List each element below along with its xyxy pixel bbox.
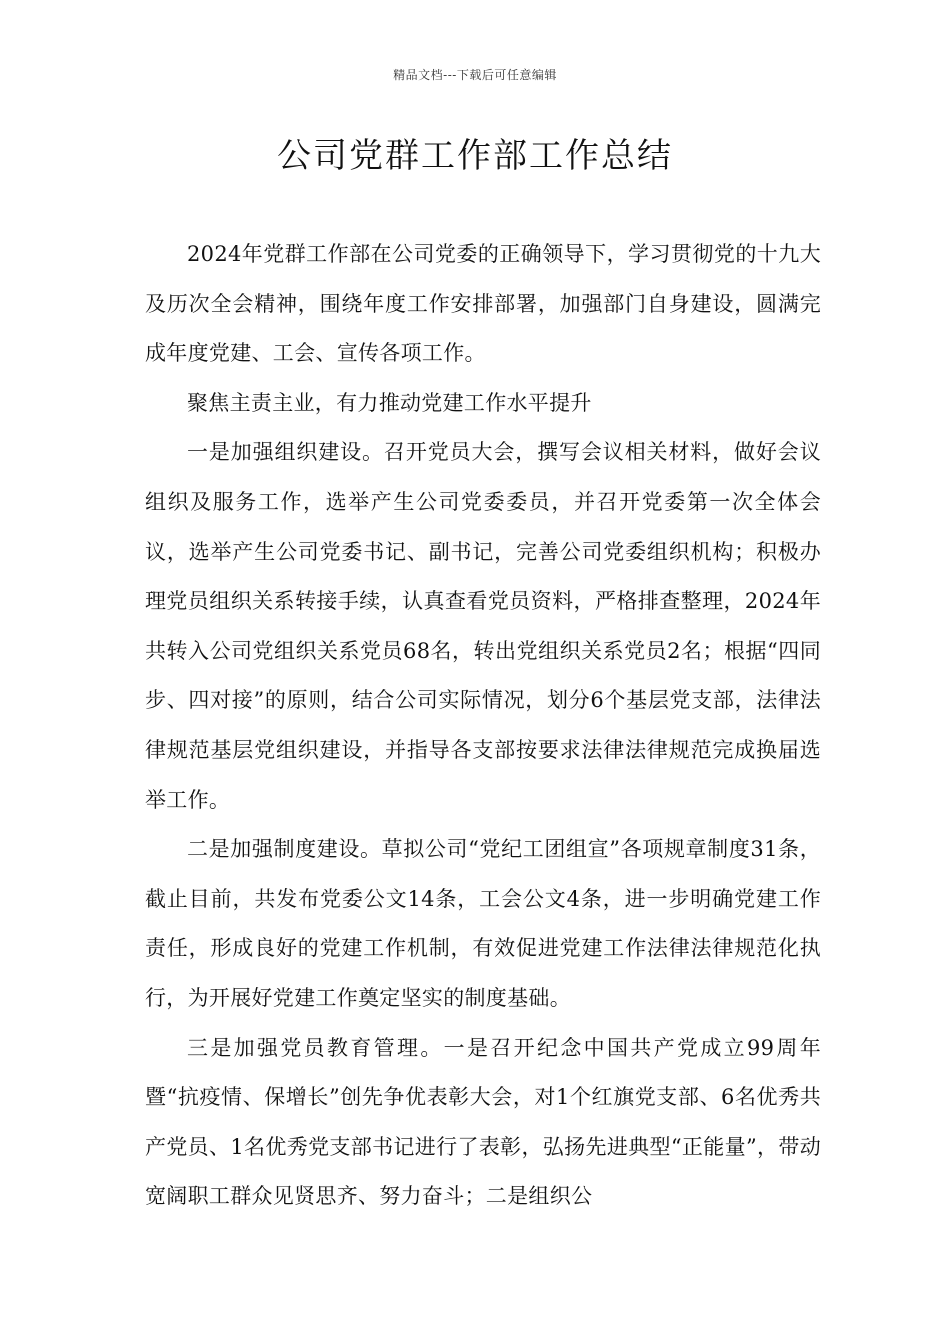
paragraph-organization: 一是加强组织建设。召开党员大会，撰写会议相关材料，做好会议组织及服务工作，选举产生公司党委委员，并召开党委第一次全体会议，选举产生公司党委书记、副书记，完善公司党委组织机构；积极办理党员组织关系转接手续，认真查看党员资料，严格排查整理，2024年共转入公司党组织关系党员68名，转出党组织关系党员2名；根据“四同步、四对接”的原则，结合公司实际情况，划分6个基层党支部，法律法律规范基层党组织建设，并指导各支部按要求法律法律规范完成换届选举工作。 bbox=[145, 440, 821, 812]
header-note: 精品文档---下载后可任意编辑 bbox=[393, 68, 557, 82]
section-heading: 聚焦主责主业，有力推动党建工作水平提升 bbox=[187, 390, 592, 415]
document-title: 公司党群工作部工作总结 bbox=[277, 136, 673, 176]
paragraph-system: 二是加强制度建设。草拟公司“党纪工团组宣”各项规章制度31条，截止目前，共发布党委公文14条，工会公文4条，进一步明确党建工作责任，形成良好的党建工作机制，有效促进党建工作法律法律规范化执行，为开展好党建工作奠定坚实的制度基础。 bbox=[145, 837, 821, 1010]
paragraph-intro: 2024年党群工作部在公司党委的正确领导下，学习贯彻党的十九大及历次全会精神，围绕年度工作安排部署，加强部门自身建设，圆满完成年度党建、工会、宣传各项工作。 bbox=[145, 242, 821, 366]
document-body bbox=[145, 230, 821, 1222]
paragraph-education: 三是加强党员教育管理。一是召开纪念中国共产党成立99周年暨“抗疫情、保增长”创先争优表彰大会，对1个红旗党支部、6名优秀共产党员、1名优秀党支部书记进行了表彰，弘扬先进典型“正能量”，带动宽阔职工群众见贤思齐、努力奋斗；二是组织公 bbox=[145, 1035, 821, 1209]
